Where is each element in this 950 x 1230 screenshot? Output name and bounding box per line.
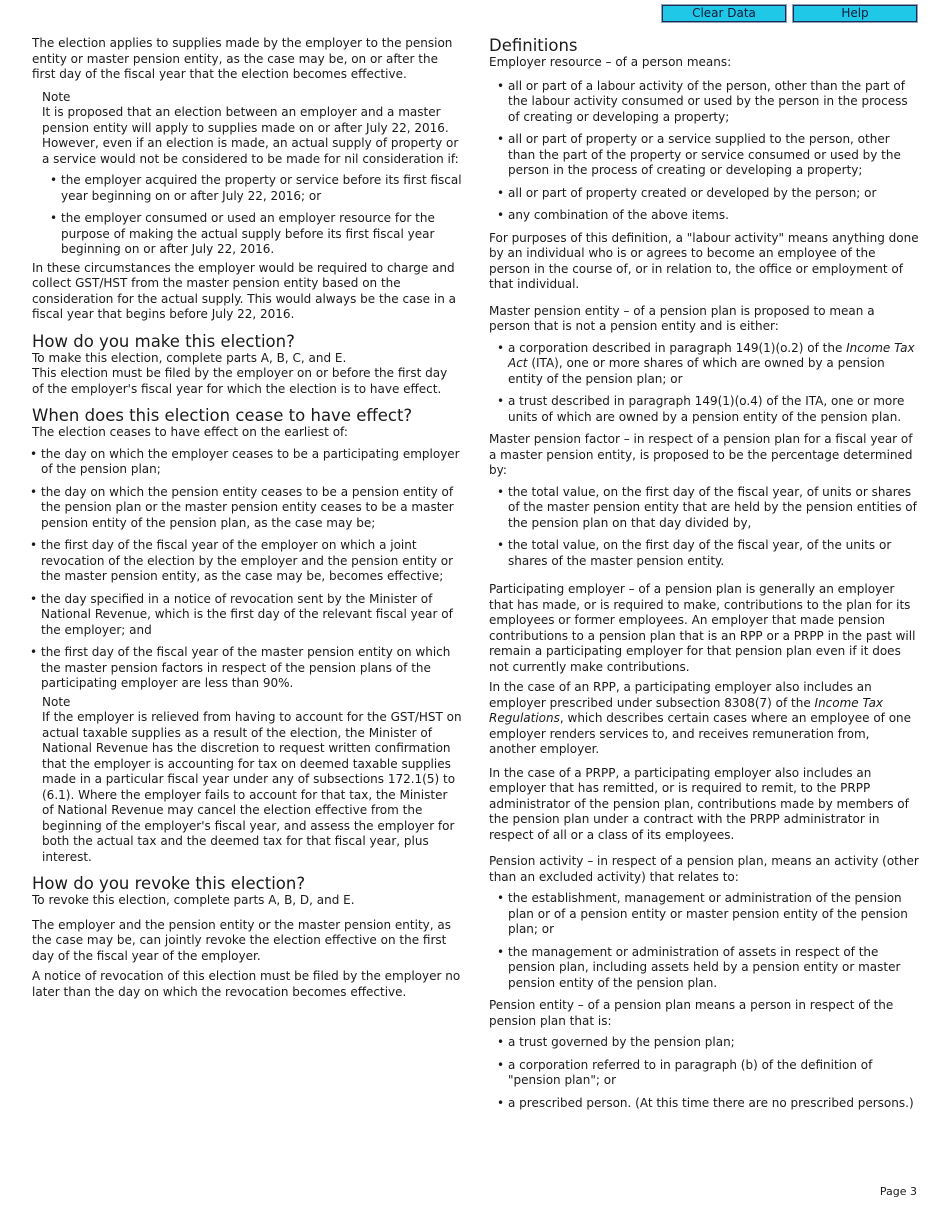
text: (ITA), one or more shares of which are owned by a pension entity of the pension plan; or (508, 356, 885, 386)
cease-heading: When does this election cease to have effect? (32, 406, 413, 425)
cease-list (22, 447, 462, 692)
list-item: • the first day of the fiscal year of the employer on which a joint revocation of the election by the employer and the pension entity or the master pension entity, as the case may be, becomes effective; (22, 538, 462, 585)
pension-entity-intro: Pension entity – of a pension plan means a person in respect of the pension plan that is: (489, 998, 894, 1028)
employer-resource-intro: Employer resource – of a person means: (489, 55, 732, 69)
left-column (32, 36, 462, 1005)
act-name: Income Tax Act (508, 340, 915, 370)
list-item: • any combination of the above items. (489, 208, 919, 224)
labour-activity-text: For purposes of this definition, a "labour activity" means anything done by an individual who is or agrees to become an employee of the person in the course of, or in relation to, the office or employment of that individual. (489, 230, 919, 291)
list-item: • the day on which the pension entity ceases to be a pension entity of the pension plan or the master pension entity ceases to be a master pension entity of the pension plan, as the case may be; (22, 485, 462, 532)
text: a corporation described in paragraph 149(1)(o.2) of the (508, 340, 847, 355)
list-item: • the day specified in a notice of revocation sent by the Minister of National Revenue, which is the first day of the relevant fiscal year of the employer; and (22, 592, 462, 639)
participating-employer-text: Participating employer – of a pension plan is generally an employer that has made, or is required to make, contributions to the plan for its employees or former employees. An employer that made pension contributions to a pension plan that is an RPP or a PRPP in the past will remain a participating employer for that pension plan even if it does not currently make contributions. (489, 582, 916, 674)
participating-prpp-text: In the case of a PRPP, a participating employer also includes an employer that has remitted, or is required to remit, to the PRPP administrator of the pension plan, contributions made by members of the pension plan under a contract with the PRPP administrator in respect of all or a class of its employees. (489, 765, 909, 842)
revocation-notice-text: A notice of revocation of this election must be filed by the employer no later than the day on which the revocation becomes effective. (32, 969, 461, 999)
note-text: It is proposed that an election between an employer and a master pension entity will apply to supplies made on or after July 22, 2016. However, even if an election is made, an actual supply of property or a service would not be considered to be made for nil consideration if: (42, 105, 459, 166)
list-item: • the total value, on the first day of the fiscal year, of the units or shares of the master pension entity. (489, 538, 919, 569)
list-item: • the total value, on the first day of the fiscal year, of units or shares of the master pension entity that are held by the pension entities of the pension plan on that day divided by, (489, 485, 919, 532)
pension-activity-list (489, 891, 919, 991)
note-block (42, 90, 462, 258)
definitions-heading: Definitions (489, 36, 578, 55)
list-item: • a prescribed person. (At this time there are no prescribed persons.) (489, 1096, 919, 1112)
note-block (42, 695, 462, 866)
list-item: • the employer acquired the property or service before its first fiscal year beginning on or after July 22, 2016; or (42, 173, 462, 204)
revoke-heading: How do you revoke this election? (32, 874, 306, 893)
joint-revoke-text: The employer and the pension entity or the master pension entity, as the case may be, can jointly revoke the election effective on the first day of the fiscal year of the employer. (32, 917, 451, 963)
page-number: Page 3 (879, 1185, 917, 1198)
circumstances-paragraph: In these circumstances the employer would be required to charge and collect GST/HST from the master pension entity based on the consideration for the actual supply. This would always be the case in a fiscal year that begins before July 22, 2016. (32, 260, 456, 321)
list-item: • a trust described in paragraph 149(1)(o.4) of the ITA, one or more units of which are owned by a pension entity of the pension plan. (489, 394, 919, 425)
list-item: • all or part of property or a service supplied to the person, other than the part of the property or service consumed or used by the person in the process of creating or developing a property; (489, 132, 919, 179)
list-item: • a corporation referred to in paragraph (b) of the definition of "pension plan"; or (489, 1058, 919, 1089)
participating-rpp-text (489, 680, 919, 758)
list-item: • the establishment, management or administration of the pension plan or of a pension entity or master pension entity of the pension plan; or (489, 891, 919, 938)
intro-paragraph: The election applies to supplies made by the employer to the pension entity or master pension entity, as the case may be, on or after the first day of the fiscal year that the election becomes effective. (32, 36, 453, 81)
list-item: • the employer consumed or used an employer resource for the purpose of making the actual supply before its first fiscal year beginning on or after July 22, 2016. (42, 211, 462, 258)
note-text: If the employer is relieved from having to account for the GST/HST on actual taxable supplies as a result of the election, the Minister of National Revenue has the discretion to request written confirmation that the employer is accounting for tax on deemed taxable supplies made in a particular fiscal year under any of subsections 172.1(5) to (6.1). Where the employer fails to account for that tax, the Minister of National Revenue may cancel the election effective from the beginning of the employer's fiscal year, and assess the employer for both the actual tax and the deemed tax for that fiscal year, plus interest. (42, 710, 462, 864)
note-title: Note (42, 89, 71, 104)
list-item: • all or part of property created or developed by the person; or (489, 186, 919, 202)
pension-entity-list (489, 1035, 919, 1111)
text: In the case of an RPP, a participating employer also includes an employer prescribed under subsection 8308(7) of the (489, 680, 872, 710)
clear-data-button[interactable]: Clear Data (662, 5, 786, 22)
list-item: • the day on which the employer ceases to be a participating employer of the pension plan; (22, 447, 462, 478)
list-item: • the first day of the fiscal year of the master pension entity on which the master pension factors in respect of the pension plans of the participating employer are less than 90%. (22, 645, 462, 692)
list-item: • a trust governed by the pension plan; (489, 1035, 919, 1051)
list-item (489, 341, 919, 388)
pension-activity-intro: Pension activity – in respect of a pension plan, means an activity (other than an excluded activity) that relates to: (489, 854, 919, 884)
master-entity-list (489, 341, 919, 426)
list-item: • all or part of a labour activity of the person, other than the part of the labour activity consumed or used by the person in the process of creating or developing a property; (489, 79, 919, 126)
cease-intro: The election ceases to have effect on the earliest of: (32, 425, 348, 439)
master-factor-list (489, 485, 919, 570)
master-factor-intro: Master pension factor – in respect of a pension plan for a fiscal year of a master pension entity, is proposed to be the percentage determined by: (489, 432, 913, 477)
employer-resource-list (489, 79, 919, 224)
text: , which describes certain cases where an employee of one employer renders services to, and receives remuneration from, another employer. (489, 711, 912, 756)
list-item: • the management or administration of assets in respect of the pension plan, including assets held by a pension entity or master pension entity of the pension plan. (489, 945, 919, 992)
help-button[interactable]: Help (793, 5, 917, 22)
make-election-deadline: This election must be filed by the employer on or before the first day of the employer's fiscal year for which the election is to have effect. (32, 366, 448, 396)
right-column (489, 36, 919, 1118)
make-election-heading: How do you make this election? (32, 331, 295, 351)
note-list (42, 173, 462, 258)
revoke-text: To revoke this election, complete parts A, B, D, and E. (32, 893, 355, 907)
make-election-text: To make this election, complete parts A, B, C, and E. (32, 350, 347, 365)
master-entity-intro: Master pension entity – of a pension plan is proposed to mean a person that is not a pension entity and is either: (489, 303, 875, 333)
note-title: Note (42, 694, 71, 709)
regulations-name: Income Tax Regulations (489, 695, 884, 725)
